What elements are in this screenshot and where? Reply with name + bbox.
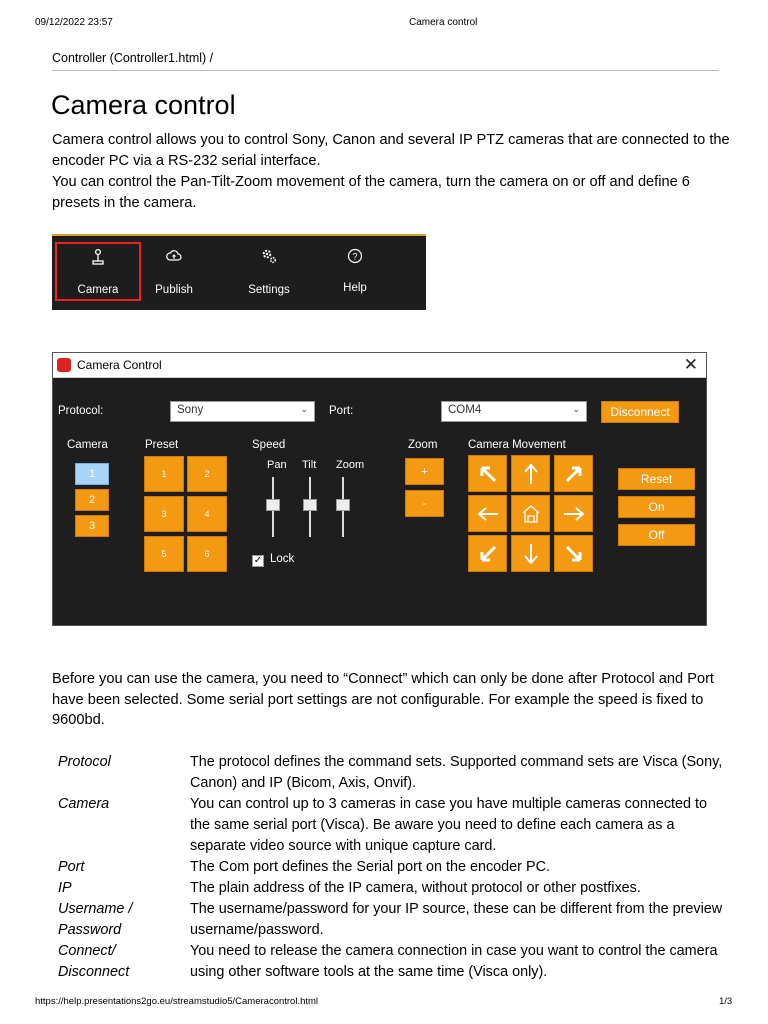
gears-icon <box>261 248 277 264</box>
definition-term: Connect/ Disconnect <box>58 943 130 980</box>
lock-label: Lock <box>270 553 295 565</box>
cloud-upload-icon <box>166 248 182 264</box>
arrow-left-icon <box>475 501 501 527</box>
definition-text: The protocol defines the command sets. Supported command sets are Visca (Sony, Canon) and IP (Bicom, Axis, Onvif). <box>190 754 723 791</box>
port-value: COM4 <box>448 404 482 416</box>
connect-paragraph <box>52 669 732 731</box>
zoom-out-button[interactable]: - <box>405 490 444 517</box>
window-titlebar <box>53 353 706 378</box>
print-datetime: 09/12/2022 23:57 <box>35 17 113 28</box>
definition-text: The Com port defines the Serial port on the encoder PC. <box>190 859 550 875</box>
disconnect-button[interactable]: Disconnect <box>601 401 679 423</box>
zoom-slider[interactable] <box>336 499 350 511</box>
preset-4-button[interactable]: 4 <box>187 496 227 532</box>
definition-row <box>58 878 728 899</box>
toolbar-help-label: Help <box>343 282 367 294</box>
preset-2-button[interactable]: 2 <box>187 456 227 492</box>
movement-section-label: Camera Movement <box>468 439 566 451</box>
definition-term: Camera <box>58 796 110 812</box>
toolbar-camera-label: Camera <box>77 284 119 296</box>
definition-term: IP <box>58 880 72 896</box>
paragraph-text: Before you can use the camera, you need to “Connect” which can only be done after Protocol and Port have been selected. Some serial port settings are not configurable. For example the speed is fixed to 9600bd. <box>52 671 714 728</box>
page-title: Camera control <box>51 90 236 120</box>
print-title: Camera control <box>409 17 478 28</box>
preset-6-button[interactable]: 6 <box>187 536 227 572</box>
speed-section-label: Speed <box>252 439 286 451</box>
arrow-up-right-icon <box>561 461 587 487</box>
svg-text:?: ? <box>352 251 358 262</box>
page-number: 1/3 <box>719 996 733 1007</box>
chevron-down-icon: ⌄ <box>300 404 308 414</box>
off-button[interactable]: Off <box>618 524 695 546</box>
pan-slider[interactable] <box>266 499 280 511</box>
port-label: Port: <box>329 405 354 417</box>
port-select[interactable] <box>441 401 587 422</box>
home-icon <box>518 501 544 527</box>
toolbar-camera-button[interactable] <box>55 234 141 310</box>
toolbar-settings-label: Settings <box>248 284 290 296</box>
definition-text: The username/password for your IP source, these can be different from the preview username/password. <box>190 901 723 938</box>
preset-section-label: Preset <box>145 439 179 451</box>
definition-term: Username / Password <box>58 901 133 938</box>
definition-row <box>58 941 728 983</box>
definition-text: The plain address of the IP camera, without protocol or other postfixes. <box>190 880 641 896</box>
preset-5-button[interactable]: 5 <box>144 536 184 572</box>
arrow-up-icon <box>518 461 544 487</box>
move-down-button[interactable] <box>511 535 550 572</box>
close-icon[interactable]: ✕ <box>683 355 698 374</box>
app-logo-icon <box>57 358 71 372</box>
reset-button[interactable]: Reset <box>618 468 695 490</box>
protocol-value: Sony <box>177 404 204 416</box>
breadcrumb[interactable]: Controller (Controller1.html) / <box>52 51 214 65</box>
toolbar-publish-button[interactable] <box>148 234 200 310</box>
arrow-down-left-icon <box>475 541 501 567</box>
definition-row <box>58 857 728 878</box>
camera-control-window <box>52 352 707 626</box>
footer-url[interactable]: https://help.presentations2go.eu/streamstudio5/Cameracontrol.html <box>35 996 319 1007</box>
toolbar-settings-button[interactable] <box>240 234 298 310</box>
definition-row <box>58 899 728 941</box>
toolbar-publish-label: Publish <box>155 284 193 296</box>
tilt-slider[interactable] <box>303 499 317 511</box>
intro-paragraph: You can control the Pan-Tilt-Zoom movement of the camera, turn the camera on or off and define 6 presets in the camera. <box>52 174 690 211</box>
intro-paragraph: Camera control allows you to control Sony, Canon and several IP PTZ cameras that are connected to the encoder PC via a RS-232 serial interface. <box>52 132 730 169</box>
definition-text: You need to release the camera connection in case you want to control the camera using other software tools at the same time (Visca only). <box>190 943 718 980</box>
zoom-in-button[interactable]: + <box>405 458 444 485</box>
arrow-right-icon <box>561 501 587 527</box>
definition-list <box>58 752 728 983</box>
definition-text: You can control up to 3 cameras in case you have multiple cameras connected to the same serial port (Visca). Be aware you need to define each camera as a separate video source with unique capture card. <box>190 796 708 854</box>
on-button[interactable]: On <box>618 496 695 518</box>
definition-row <box>58 794 728 857</box>
lock-checkbox[interactable]: ✓ <box>253 555 263 566</box>
move-left-button[interactable] <box>468 495 507 532</box>
move-up-button[interactable] <box>511 455 550 492</box>
joystick-icon <box>90 248 106 266</box>
camera-3-button[interactable]: 3 <box>75 515 109 537</box>
preset-3-button[interactable]: 3 <box>144 496 184 532</box>
zoom-section-label: Zoom <box>408 439 438 451</box>
move-up-right-button[interactable] <box>554 455 593 492</box>
camera-section-label: Camera <box>67 439 108 451</box>
arrow-down-right-icon <box>561 541 587 567</box>
toolbar-help-button[interactable] <box>334 234 376 310</box>
protocol-select[interactable] <box>170 401 315 422</box>
protocol-label: Protocol: <box>58 405 104 417</box>
move-right-button[interactable] <box>554 495 593 532</box>
tilt-label: Tilt <box>302 459 317 471</box>
app-toolbar <box>52 234 426 310</box>
move-down-right-button[interactable] <box>554 535 593 572</box>
move-down-left-button[interactable] <box>468 535 507 572</box>
definition-term: Protocol <box>58 754 111 770</box>
camera-1-button[interactable]: 1 <box>75 463 109 485</box>
camera-2-button[interactable]: 2 <box>75 489 109 511</box>
move-up-left-button[interactable] <box>468 455 507 492</box>
chevron-down-icon: ⌄ <box>572 404 580 414</box>
divider <box>52 70 719 71</box>
help-icon <box>347 248 363 264</box>
arrow-down-icon <box>518 541 544 567</box>
window-title: Camera Control <box>77 358 162 372</box>
intro-text <box>52 130 732 214</box>
arrow-up-left-icon <box>475 461 501 487</box>
definition-term: Port <box>58 859 85 875</box>
definition-row <box>58 752 728 794</box>
preset-1-button[interactable]: 1 <box>144 456 184 492</box>
zoom-speed-label: Zoom <box>336 459 365 471</box>
home-button[interactable] <box>511 495 550 532</box>
pan-label: Pan <box>267 459 287 471</box>
